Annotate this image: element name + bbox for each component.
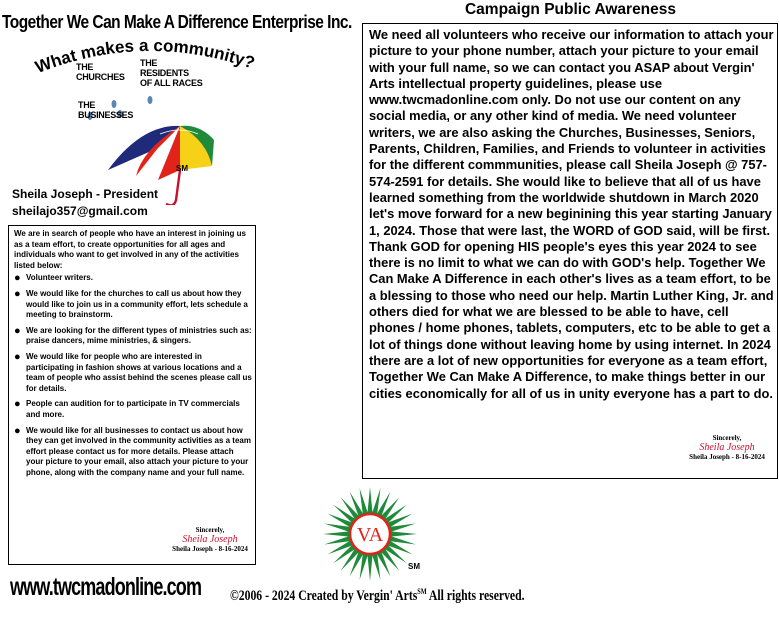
website-link[interactable]: www.twcmadonline.com bbox=[10, 573, 202, 601]
community-umbrella-logo bbox=[30, 30, 280, 205]
signature-script: Sheila Joseph bbox=[699, 442, 755, 453]
list-item-text: Volunteer writers. bbox=[26, 273, 93, 283]
bullet-icon: ● bbox=[14, 272, 21, 285]
logo-label-line: THE bbox=[78, 100, 96, 110]
campaign-text-box bbox=[362, 23, 778, 479]
logo-label-line: CHURCHES bbox=[76, 72, 125, 82]
raindrop-icon bbox=[148, 96, 153, 104]
signature-name-date: Sheila Joseph - 8-16-2024 bbox=[172, 545, 248, 553]
contact-block bbox=[12, 186, 158, 220]
list-item-text: People can audition for to participate in TV commercials and more. bbox=[26, 399, 240, 419]
signature-sincerely: Sincerely, bbox=[195, 526, 225, 534]
va-logo-graphic bbox=[322, 486, 418, 582]
logo-label-line: THE bbox=[76, 62, 94, 72]
left-signature bbox=[165, 526, 255, 553]
logo-label-line: OF ALL RACES bbox=[140, 78, 203, 88]
volunteer-info-box bbox=[8, 225, 256, 565]
list-item bbox=[14, 426, 252, 479]
vergin-arts-logo bbox=[322, 486, 418, 582]
organization-title: Together We Can Make A Difference Enterprise Inc. bbox=[2, 12, 352, 32]
umbrella-logo-graphic bbox=[30, 30, 280, 205]
logo-label-businesses bbox=[78, 100, 133, 120]
logo-label-churches bbox=[76, 62, 125, 82]
list-item-text: We would like for the churches to call us about how they would like to join us in a community effort, lets schedule a meeting to brainstorm. bbox=[26, 288, 248, 320]
va-letters: VA bbox=[356, 524, 384, 546]
signature-script: Sheila Joseph bbox=[182, 534, 238, 545]
logo-label-line: BUSINESSES bbox=[78, 110, 134, 120]
bullet-icon: ● bbox=[14, 324, 21, 337]
list-item bbox=[14, 273, 252, 284]
list-item bbox=[14, 289, 252, 321]
volunteer-intro: We are in search of people who have an interest in joining us as a team effort, to create opportunities for all ages and individuals who want to get involved in any of the activities listed below: bbox=[14, 229, 246, 270]
campaign-body: We need all volunteers who receive our information to attach your picture to your phone number, attach your picture to your email with your full name, so we can contact you ASAP about Vergin' Arts intellectual property guidelines, please use www.twcmadonline.com only. Do not use our content on any social media, or any other kind of media. We need volunteer writers, we are also asking the Churches, Businesses, Seniors, Parents, Children, Families, and Friends to volunteer in activities for the different commmunities, please call Sheila Joseph @ 757-574-2591 for details. She would like to believe that all of us have learned something from the worldwide shutdown in March 2020 let's move forward for a new beginining this year starting January 1, 2024. Those that were last, the WORD of GOD said, will be first. Thank GOD for opening HIS people's eyes this year 2024 to see there is no limit to what we can do with GOD's help. Together We Can Make A Difference in each other's lives as a team effort, to be a blessing to those who need our help. Martin Luther King, Jr. and others died for what we are blessed to be able to have, cell phones / home phones, tablets, computers, etc to be able to get a lot of things done without leaving home by using internet. In 2024 there are a lot of new opportunities for everyone as a team effort, Together We Can Make A Difference, to make things better in our cities economically for all of us in unity everyone has a part to do. bbox=[369, 27, 774, 401]
list-item-text: We are looking for the different types of ministries such as: praise dancers, mime ministries, & singers. bbox=[26, 325, 252, 346]
copyright-main: ©2006 - 2024 Created by Vergin' Arts bbox=[230, 588, 418, 604]
right-signature bbox=[679, 434, 775, 461]
list-item bbox=[14, 326, 252, 347]
bullet-icon: ● bbox=[14, 424, 21, 437]
bullet-icon: ● bbox=[14, 398, 21, 411]
bullet-icon: ● bbox=[14, 287, 21, 300]
bullet-icon: ● bbox=[14, 350, 21, 363]
list-item bbox=[14, 352, 252, 394]
copyright-tail: All rights reserved. bbox=[426, 588, 525, 604]
president-line: Sheila Joseph - President bbox=[12, 187, 159, 201]
volunteer-info-body bbox=[14, 229, 252, 478]
email-text: sheilajo357@gmail.com bbox=[12, 204, 148, 218]
logo-slogan: What makes a community? bbox=[32, 35, 258, 77]
logo-trademark: SM bbox=[176, 164, 188, 173]
va-trademark: SM bbox=[408, 562, 420, 571]
copyright-trademark: SM bbox=[417, 587, 427, 596]
copyright-notice bbox=[230, 587, 525, 605]
logo-label-line: RESIDENTS bbox=[140, 68, 189, 78]
campaign-title: Campaign Public Awareness bbox=[464, 1, 677, 18]
signature-name-date: Sheila Joseph - 8-16-2024 bbox=[689, 453, 765, 461]
list-item-text: We would like for all businesses to contact us about how they can get involved in the community activities as a team effort please contact us for more details. Please attach your picture to your email, also attach your picture to your phone, along with the company name and your full name. bbox=[26, 425, 251, 477]
signature-sincerely: Sincerely, bbox=[712, 434, 742, 442]
logo-label-residents bbox=[140, 58, 202, 88]
list-item-text: We would like for people who are interested in participating in fashion shows at various locations and a team of people who assist behind the scenes please call us for details. bbox=[26, 351, 252, 393]
list-item bbox=[14, 399, 252, 420]
logo-label-line: THE bbox=[140, 58, 158, 68]
